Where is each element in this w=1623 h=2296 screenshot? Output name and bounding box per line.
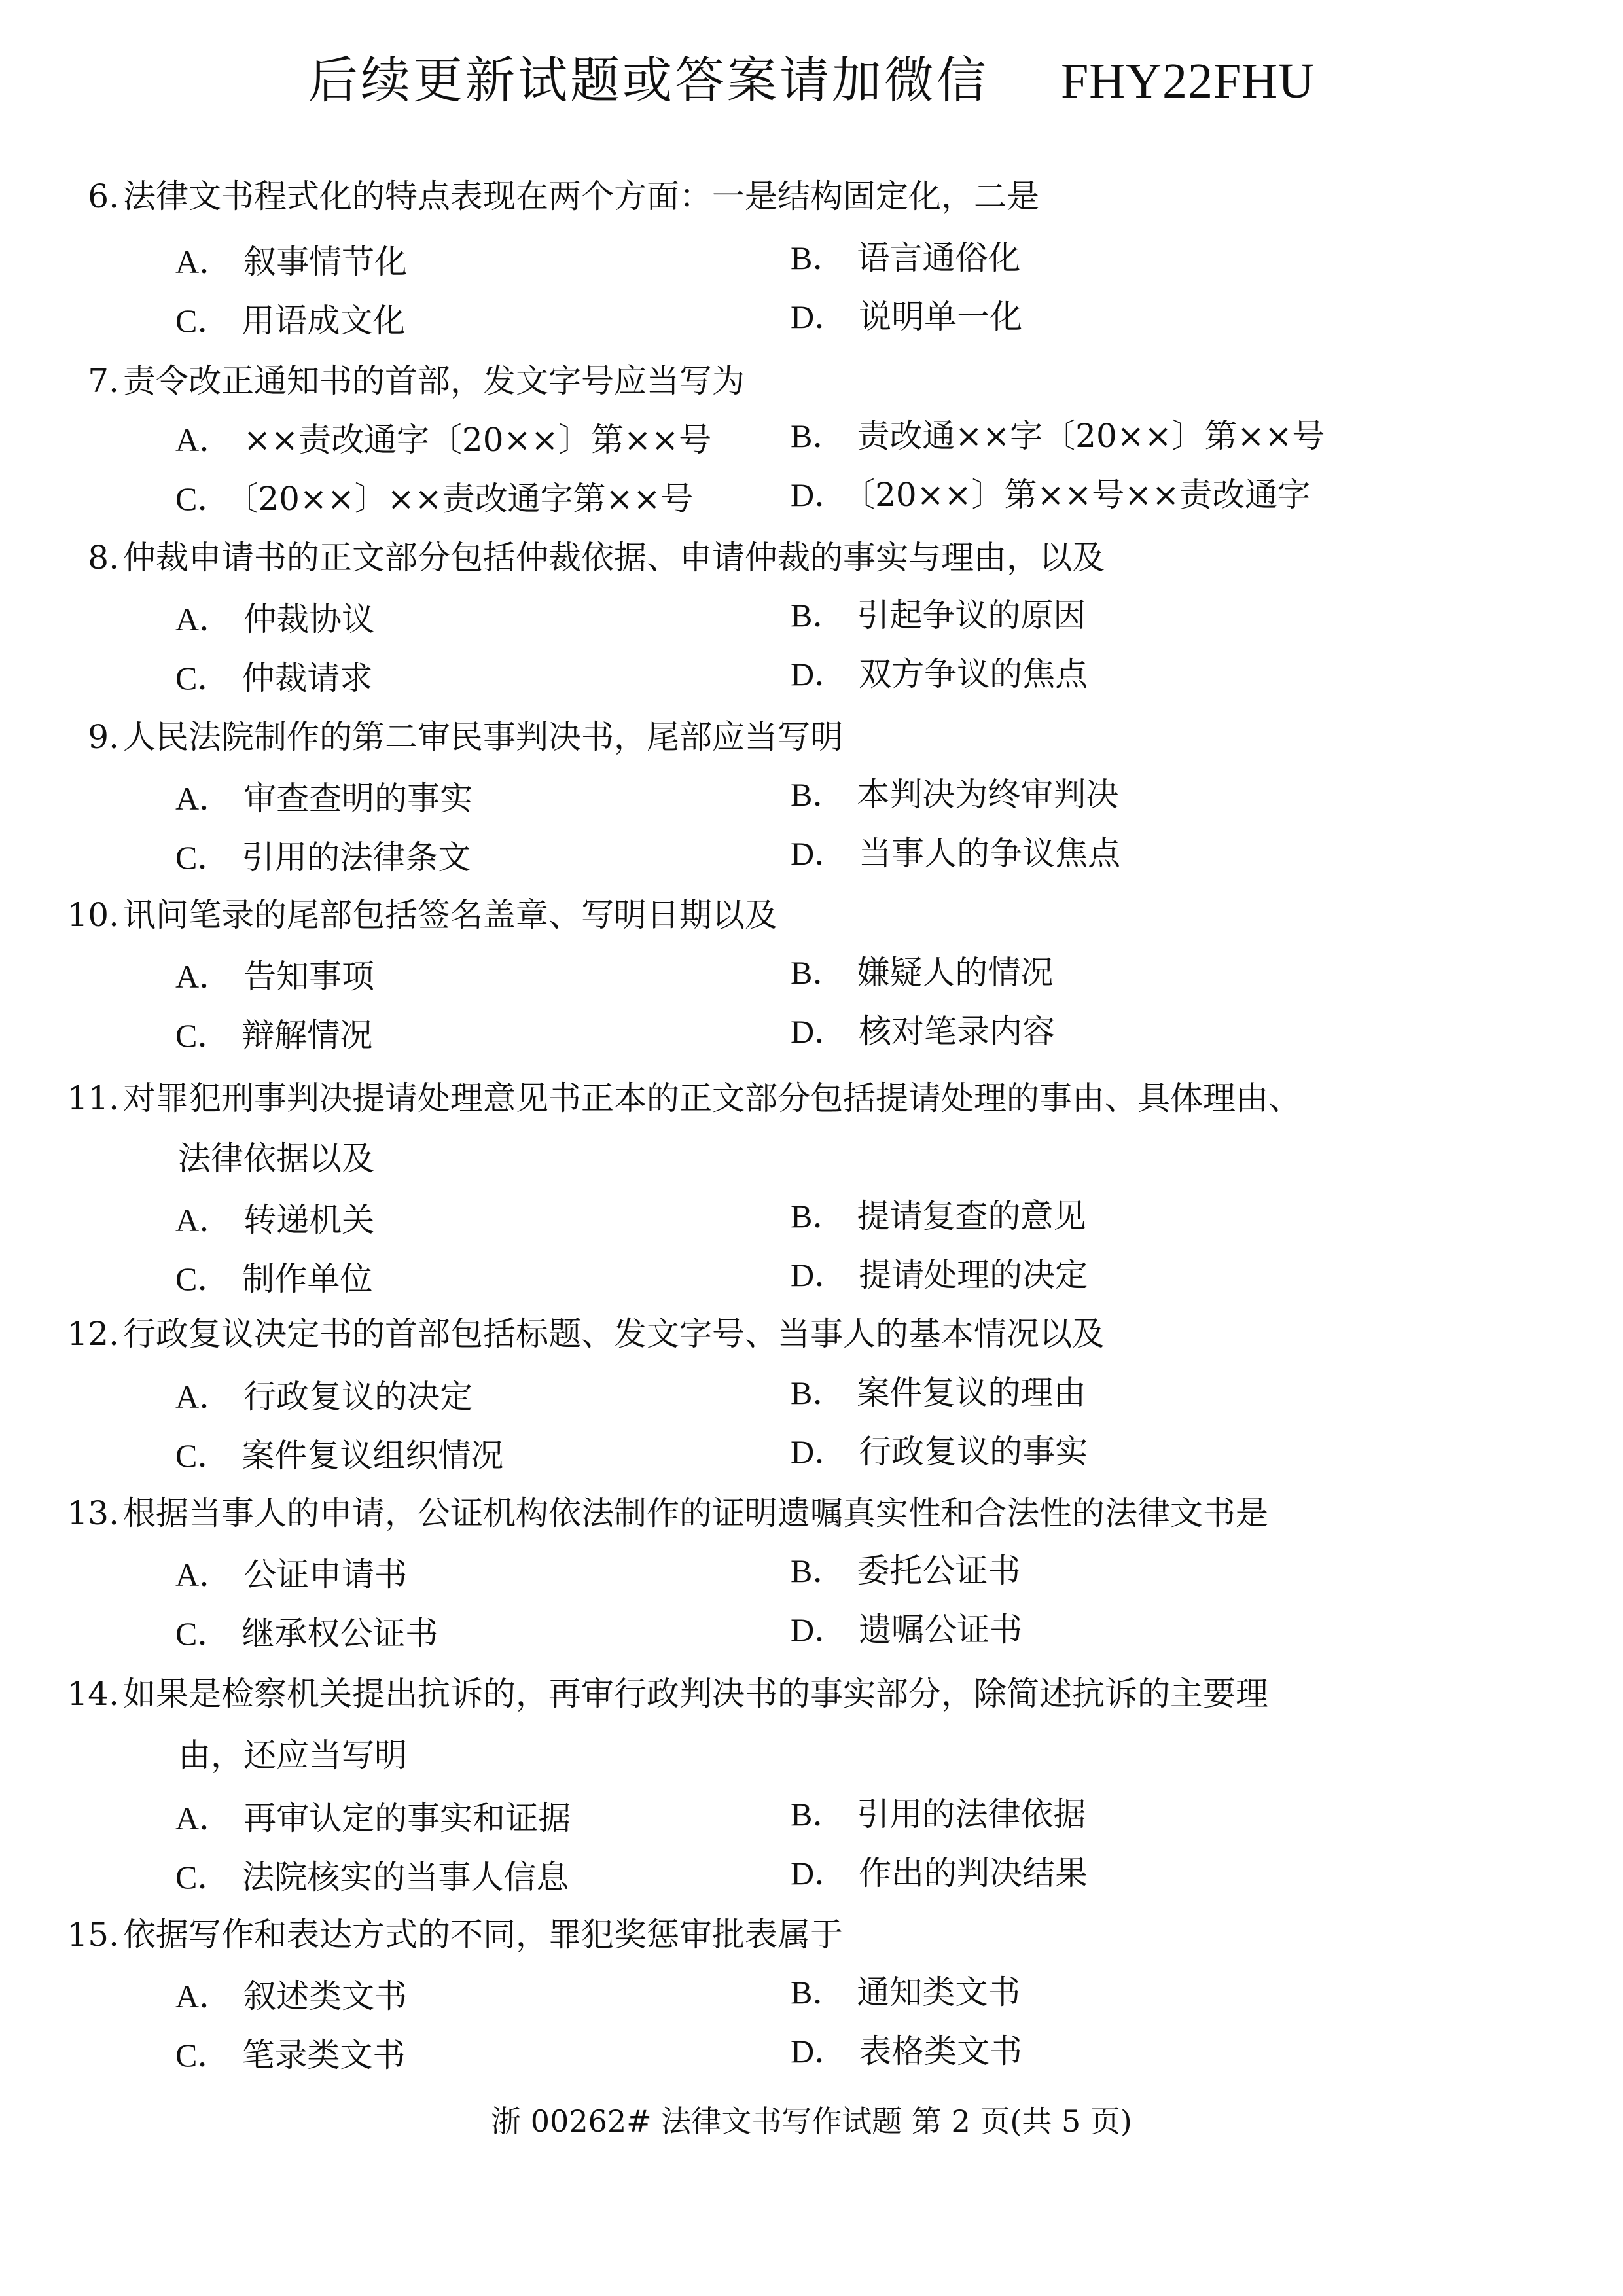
- option-c: C． 辩解情况: [175, 1016, 373, 1054]
- option-c: C． 笔录类文书: [175, 2036, 406, 2074]
- option-a: A． 告知事项: [175, 958, 375, 996]
- option-d: D． 行政复议的事实: [791, 1433, 1088, 1471]
- option-d: D． 核对笔录内容: [791, 1013, 1056, 1050]
- option-a: A． 仲裁协议: [175, 600, 375, 638]
- option-c: C． 用语成文化: [175, 302, 406, 340]
- option-c: C． 制作单位: [175, 1260, 373, 1298]
- option-b: B． 语言通俗化: [791, 239, 1021, 277]
- option-b: B． 本判决为终审判决: [791, 776, 1119, 814]
- option-c: C． 仲裁请求: [175, 659, 373, 697]
- option-d: D． 说明单一化: [791, 298, 1023, 336]
- option-a: A． 行政复议的决定: [175, 1378, 473, 1416]
- option-b: B． 通知类文书: [791, 1973, 1021, 2011]
- question-stem: 9. 人民法院制作的第二审民事判决书，尾部应当写明: [88, 718, 843, 756]
- question-stem: 11. 对罪犯刑事判决提请处理意见书正本的正文部分包括提请处理的事由、具体理由、: [67, 1079, 1301, 1117]
- option-b: B． 嫌疑人的情况: [791, 954, 1054, 992]
- option-a: A． 再审认定的事实和证据: [175, 1799, 571, 1837]
- question-stem: 12. 行政复议决定书的首部包括标题、发文字号、当事人的基本情况以及: [67, 1315, 1105, 1353]
- option-d: D． 遗嘱公证书: [791, 1611, 1023, 1649]
- option-a: A． 转递机关: [175, 1201, 375, 1239]
- question-stem: 6. 法律文书程式化的特点表现在两个方面：一是结构固定化，二是: [88, 177, 1039, 215]
- option-c: C． 引用的法律条文: [175, 838, 471, 876]
- option-c: C． 〔20××〕××责改通字第××号: [175, 480, 694, 518]
- question-stem: 13. 根据当事人的申请，公证机构依法制作的证明遗嘱真实性和合法性的法律文书是: [67, 1494, 1268, 1532]
- page-footer: 浙 00262# 法律文书写作试题 第 2 页(共 5 页): [491, 2104, 1132, 2139]
- option-d: D． 提请处理的决定: [791, 1256, 1088, 1294]
- option-a: A． 叙事情节化: [175, 243, 408, 281]
- option-d: D． 〔20××〕第××号××责改通字: [791, 476, 1311, 514]
- question-stem: 15. 依据写作和表达方式的不同，罪犯奖惩审批表属于: [67, 1916, 843, 1954]
- option-a: A． 公证申请书: [175, 1556, 408, 1594]
- option-b: B． 委托公证书: [791, 1552, 1021, 1590]
- question-stem: 14. 如果是检察机关提出抗诉的，再审行政判决书的事实部分，除简述抗诉的主要理: [67, 1675, 1268, 1713]
- option-c: C． 法院核实的当事人信息: [175, 1858, 569, 1896]
- option-b: B． 责改通××字〔20××〕第××号: [791, 417, 1325, 455]
- option-d: D． 双方争议的焦点: [791, 655, 1088, 693]
- option-b: B． 提请复查的意见: [791, 1197, 1086, 1235]
- question-stem: 8. 仲裁申请书的正文部分包括仲裁依据、申请仲裁的事实与理由，以及: [88, 539, 1105, 577]
- header-text: 后续更新试题或答案请加微信: [308, 51, 989, 109]
- question-stem-continued: 由，还应当写明: [178, 1736, 407, 1774]
- option-b: B． 案件复议的理由: [791, 1374, 1086, 1412]
- option-d: D． 作出的判决结果: [791, 1854, 1088, 1892]
- option-d: D． 当事人的争议焦点: [791, 834, 1121, 872]
- question-stem-continued: 法律依据以及: [178, 1139, 374, 1177]
- option-d: D． 表格类文书: [791, 2032, 1023, 2070]
- option-a: A． ××责改通字〔20××〕第××号: [175, 421, 712, 459]
- question-stem: 10. 讯问笔录的尾部包括签名盖章、写明日期以及: [67, 896, 777, 934]
- option-b: B． 引用的法律依据: [791, 1795, 1086, 1833]
- watermark-header: [0, 41, 1623, 112]
- header-code: FHY22FHU: [1060, 54, 1315, 109]
- option-a: A． 叙述类文书: [175, 1977, 408, 2015]
- option-c: C． 案件复议组织情况: [175, 1437, 504, 1475]
- question-stem: 7. 责令改正通知书的首部，发文字号应当写为: [88, 362, 745, 400]
- option-c: C． 继承权公证书: [175, 1615, 438, 1653]
- option-b: B． 引起争议的原因: [791, 596, 1086, 634]
- option-a: A． 审查查明的事实: [175, 780, 473, 817]
